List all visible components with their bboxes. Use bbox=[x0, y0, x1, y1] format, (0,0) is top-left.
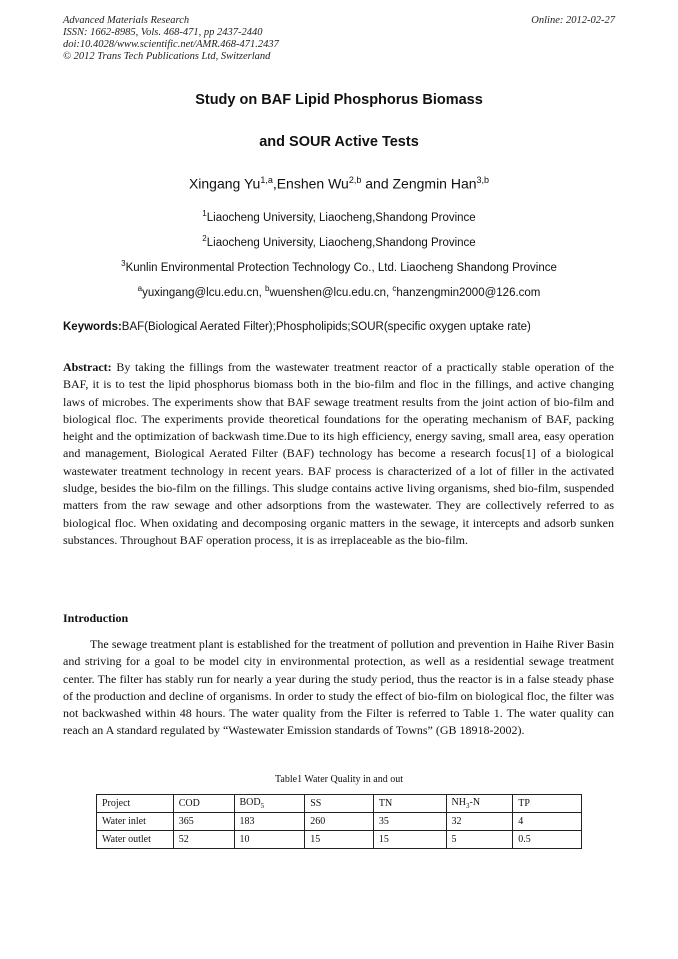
table-row bbox=[97, 831, 582, 849]
email-a[interactable]: yuxingang@lcu.edu.cn, bbox=[142, 286, 265, 299]
header-nh-sub: 3 bbox=[466, 802, 470, 810]
author-1-sup: 1,a bbox=[260, 175, 273, 185]
introduction-paragraph: The sewage treatment plant is established for the treatment of pollution and prevention in Haihe River Basin and striving for a goal to be model city in environmental protection, as well as a residential sewage treatment center. The filter has stably run for nearly a year during the study period, thus the reactor is in a false steady phase of the production and decline of organisms. In order to study the effect of bio-film on biological floc, the filter was not backwashed within 48 hours. The water quality from the Filter is referred to Table 1. The water quality can reach an A standard regulated by “Wastewater Emission standards of Towns” (GB 18918-2002). bbox=[63, 637, 614, 738]
header-project: Project bbox=[97, 795, 174, 813]
table-cell: 183 bbox=[234, 813, 305, 831]
affiliation-2-sup: 2 bbox=[202, 234, 207, 243]
keywords bbox=[63, 321, 623, 333]
author-3: and Zengmin Han bbox=[361, 175, 477, 192]
header-tn: TN bbox=[373, 795, 446, 813]
affiliation-2 bbox=[0, 234, 678, 249]
table-cell: 365 bbox=[173, 813, 234, 831]
header-bod-sub: 5 bbox=[260, 802, 265, 810]
table-cell: 260 bbox=[305, 813, 374, 831]
header-nh3n bbox=[446, 795, 513, 813]
keywords-label: Keywords: bbox=[63, 321, 122, 333]
table-cell: 15 bbox=[373, 831, 446, 849]
table-caption: Table1 Water Quality in and out bbox=[275, 774, 403, 785]
affiliation-3-text: Kunlin Environmental Protection Technology Co., Ltd. Liaocheng Shandong Province bbox=[125, 261, 557, 274]
issn-line: ISSN: 1662-8985, Vols. 468-471, pp 2437-2440 bbox=[63, 27, 263, 38]
header-bod bbox=[234, 795, 305, 813]
author-2-sup: 2,b bbox=[348, 175, 362, 185]
affiliation-2-text: Liaocheng University, Liaocheng,Shandong Province bbox=[206, 236, 476, 249]
table-cell: 5 bbox=[446, 831, 513, 849]
affiliation-1-text: Liaocheng University, Liaocheng,Shandong Province bbox=[206, 211, 476, 224]
paper-title-line2: and SOUR Active Tests bbox=[259, 134, 419, 150]
table-cell: 4 bbox=[513, 813, 582, 831]
table-header-row bbox=[97, 795, 582, 813]
email-b-sup: b bbox=[264, 284, 270, 293]
author-list bbox=[0, 175, 678, 192]
header-tp: TP bbox=[513, 795, 582, 813]
header-nh-text: NH bbox=[451, 797, 466, 808]
email-c-sup: c bbox=[392, 284, 397, 293]
email-c[interactable]: hanzengmin2000@126.com bbox=[396, 286, 541, 299]
introduction-heading: Introduction bbox=[63, 611, 129, 625]
email-line bbox=[0, 284, 678, 299]
abstract-text: By taking the fillings from the wastewater treatment reactor of a practically stable operation of the BAF, it is to test the lipid phosphorus biomass both in the bio-film and floc in the fillings, and active changing laws of microbes. The experiments show that BAF sewage treatment results from the joint action of bio-film and biological floc. The experiments provide theoretical foundations for the operating mechanism of BAF, packing height and the optimization of backwash time.Due to its high efficiency, energy saving, small area, easy operation and management, Biological Aerated Filter (BAF) technology has become a research focus[1] of a biological wastewater treatment technology in recent years. BAF process is characterized of a lot of filler in the activated sludge, besides the bio-film on the fillings. This sludge contains active living organisms, shed bio-film, suspended matters from the raw sewage and other adsorptions from the wastewater. They are collectively referred to as biological floc. When oxidating and decomposing organic matters in the sewage, it intercepts and adsorb sunken substances. Throughout BAF operation process, it is as irreplaceable as the bio-film. bbox=[63, 360, 614, 547]
affiliation-3-sup: 3 bbox=[121, 259, 126, 268]
online-date: Online: 2012-02-27 bbox=[531, 15, 615, 26]
abstract-label: Abstract: bbox=[63, 360, 112, 374]
affiliation-3 bbox=[0, 259, 678, 274]
header-cod: COD bbox=[173, 795, 234, 813]
journal-header bbox=[63, 15, 615, 63]
table-cell: 15 bbox=[305, 831, 374, 849]
author-1: Xingang Yu bbox=[188, 175, 261, 192]
header-bod-text: BOD bbox=[239, 797, 261, 808]
header-nh-suffix: -N bbox=[469, 797, 481, 808]
water-quality-table bbox=[96, 794, 582, 849]
table-cell: 52 bbox=[173, 831, 234, 849]
copyright-line: © 2012 Trans Tech Publications Ltd, Switzerland bbox=[63, 51, 271, 62]
keywords-text: BAF(Biological Aerated Filter);Phospholipids;SOUR(specific oxygen uptake rate) bbox=[121, 321, 531, 333]
table-cell: 32 bbox=[446, 813, 513, 831]
table-cell: 35 bbox=[373, 813, 446, 831]
paper-title-line1: Study on BAF Lipid Phosphorus Biomass bbox=[195, 92, 483, 108]
table-cell: 10 bbox=[234, 831, 305, 849]
author-2: ,Enshen Wu bbox=[272, 175, 349, 192]
email-a-sup: a bbox=[137, 284, 143, 293]
abstract bbox=[63, 359, 614, 549]
table-cell: Water outlet bbox=[97, 831, 174, 849]
doi-line: doi:10.4028/www.scientific.net/AMR.468-471.2437 bbox=[63, 39, 279, 50]
table-cell: Water inlet bbox=[97, 813, 174, 831]
affiliation-1-sup: 1 bbox=[202, 209, 207, 218]
email-b[interactable]: wuenshen@lcu.edu.cn, bbox=[269, 286, 393, 299]
table-cell: 0.5 bbox=[513, 831, 582, 849]
author-3-sup: 3,b bbox=[476, 175, 490, 185]
affiliation-1 bbox=[0, 209, 678, 224]
journal-name: Advanced Materials Research bbox=[63, 15, 190, 26]
table-row bbox=[97, 813, 582, 831]
header-ss: SS bbox=[305, 795, 374, 813]
